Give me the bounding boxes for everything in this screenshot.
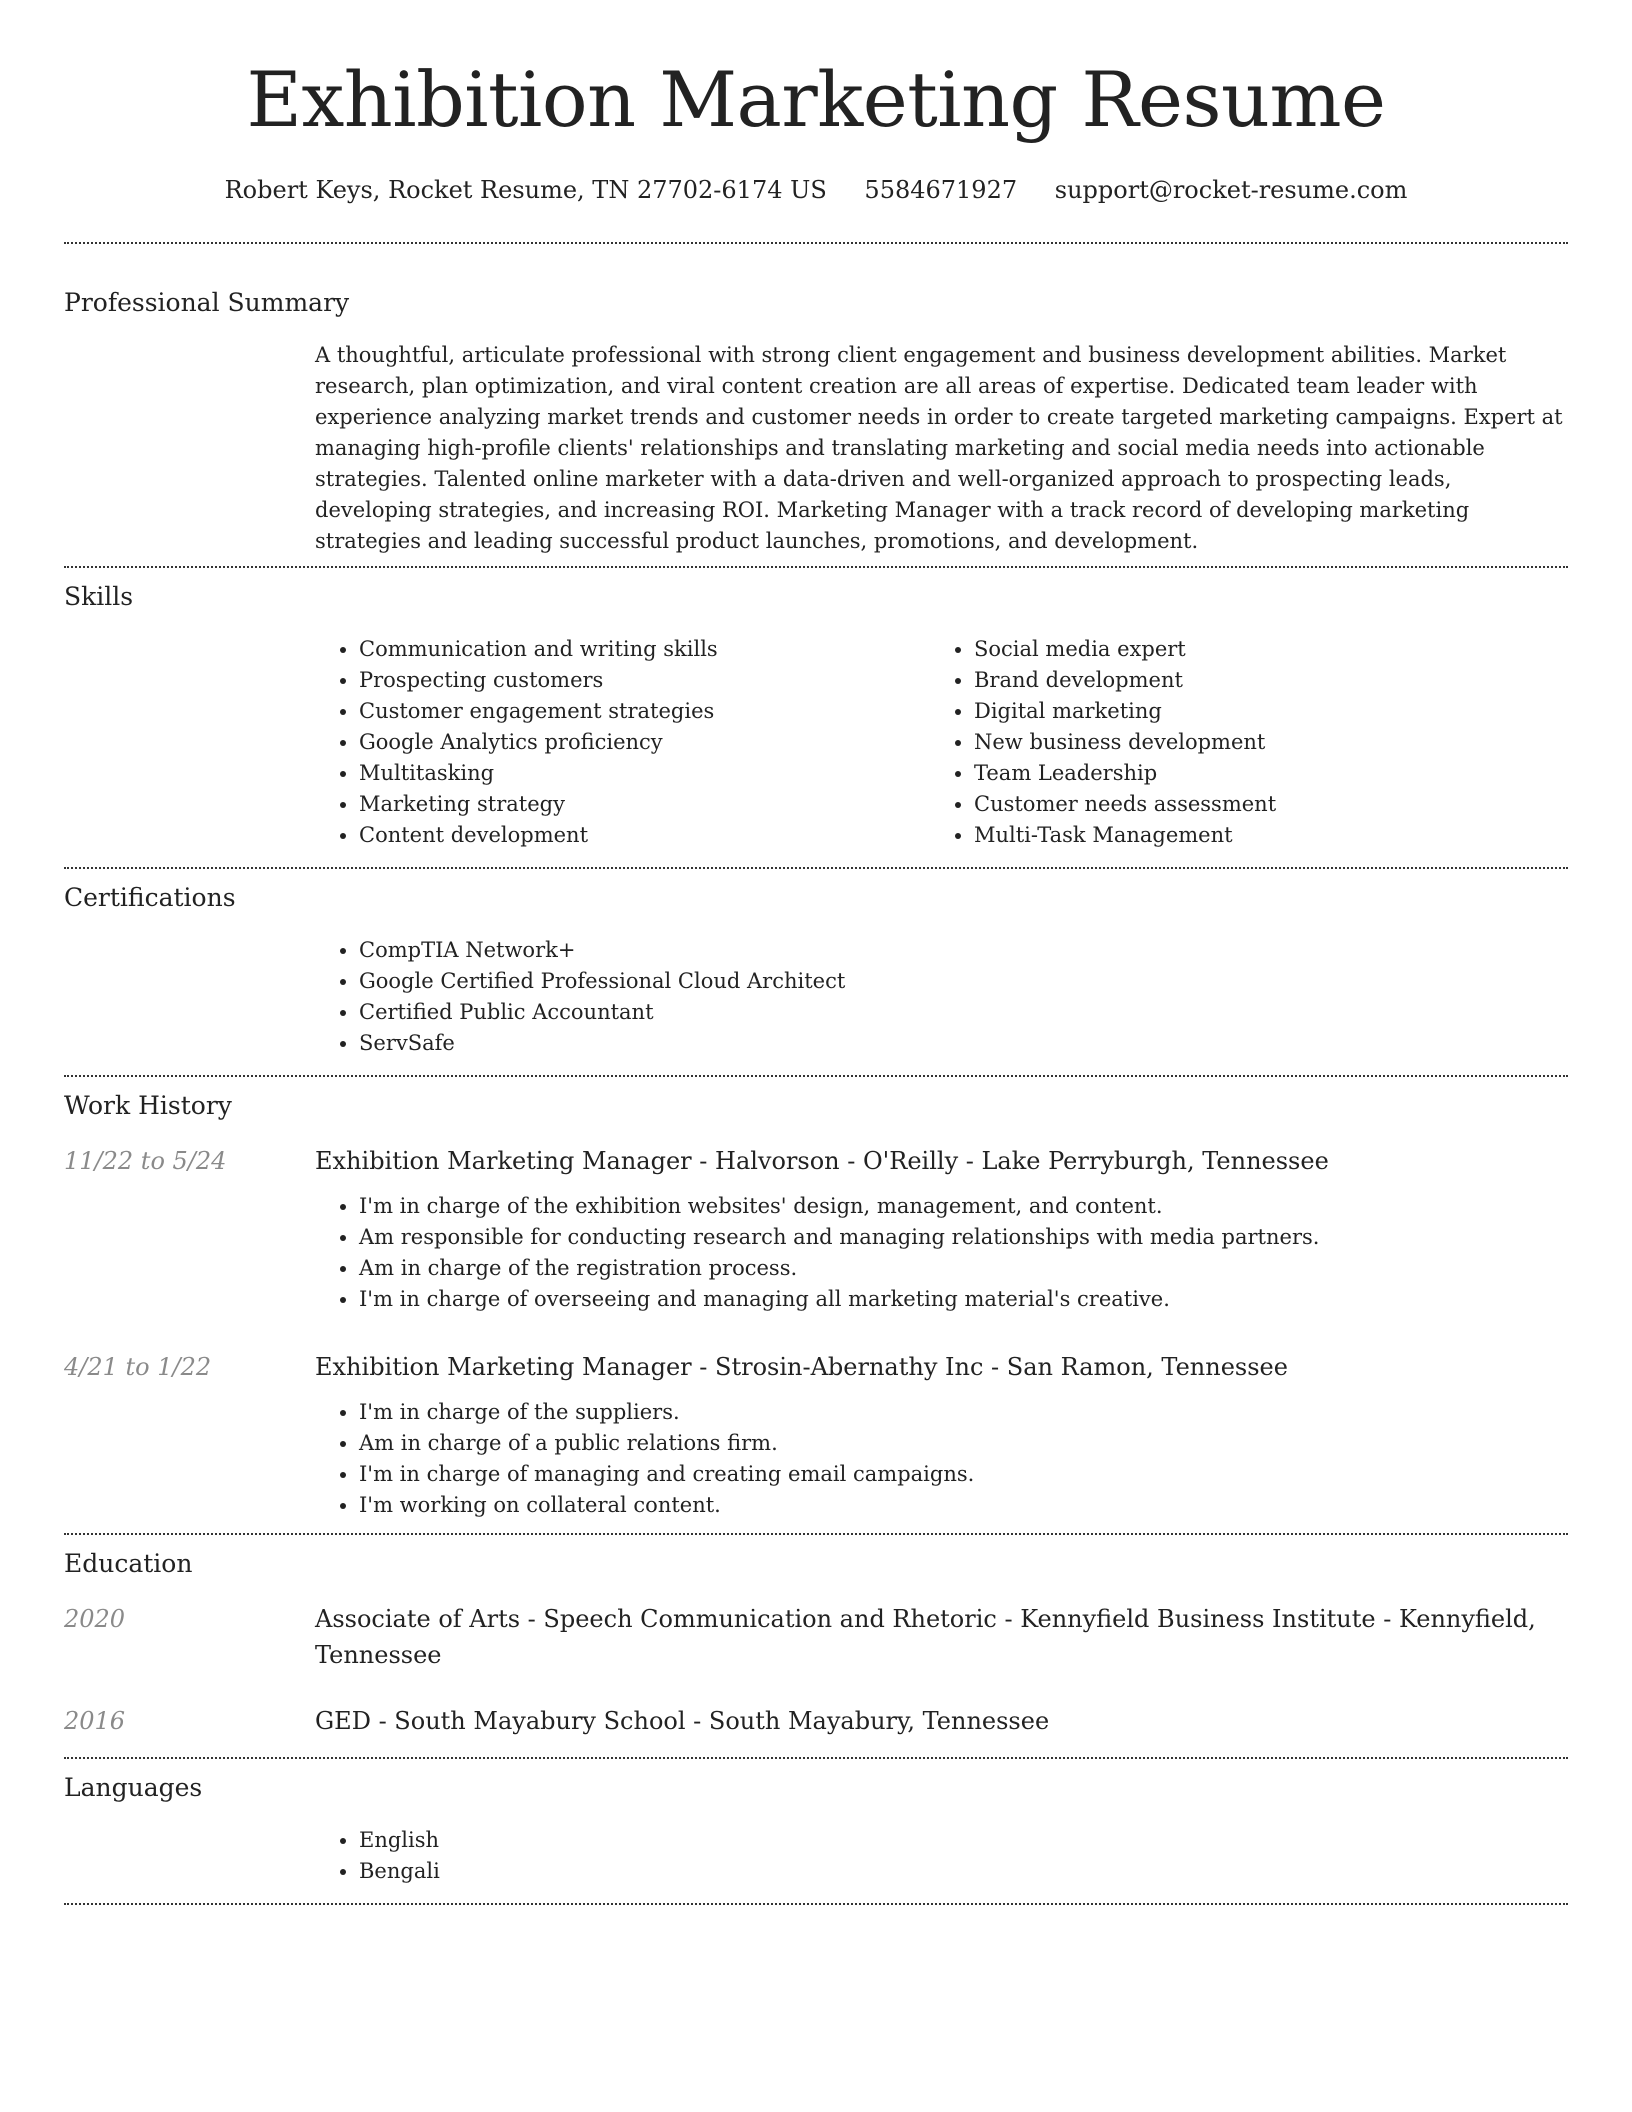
job-company: - Halvorson - O'Reilly - Lake Perryburgh, Tennessee (691, 1147, 1329, 1175)
job-bullet: • I'm in charge of overseeing and managing all marketing material's creative. (359, 1284, 1568, 1315)
skill-item: • Digital marketing (974, 696, 1545, 727)
certification-item: • Google Certified Professional Cloud Architect (359, 966, 1568, 997)
job-body (315, 1349, 1568, 1521)
skill-item: • Multitasking (359, 758, 930, 789)
resume-page (64, 0, 1568, 1905)
languages-list (315, 1825, 1568, 1887)
job-entry (64, 1143, 1568, 1315)
skill-item: • Multi-Task Management (974, 820, 1545, 851)
skill-item: • Content development (359, 820, 930, 851)
contact-phone: 5584671927 (864, 176, 1018, 204)
job-dates: 4/21 to 1/22 (64, 1353, 212, 1381)
skills-columns (315, 634, 1568, 851)
education-year: 2020 (64, 1605, 126, 1633)
work-history-section (64, 1077, 1568, 1533)
certifications-list (315, 935, 1568, 1059)
job-bullet: • I'm in charge of the suppliers. (359, 1397, 1568, 1428)
languages-heading: Languages (64, 1773, 203, 1802)
skill-item: • Google Analytics proficiency (359, 727, 930, 758)
summary-heading: Professional Summary (64, 288, 350, 317)
summary-section (64, 244, 1568, 566)
education-entry (64, 1601, 1568, 1673)
summary-text: A thoughtful, articulate professional with strong client engagement and business development abilities. Market research, plan optimization, and viral content creation are all areas of expertise. Dedicated team leader with experience analyzing market trends and customer needs in order to create targeted marketing campaigns. Expert at managing high-profile clients' relationships and translating marketing and social media needs into actionable strategies. Talented online marketer with a data-driven and well-organized approach to prospecting leads, developing strategies, and increasing ROI. Marketing Manager with a track record of developing marketing strategies and leading successful product launches, promotions, and development. (315, 343, 1563, 553)
contact-line (64, 174, 1568, 206)
education-text: Associate of Arts - Speech Communication and Rhetoric - Kennyfield Business Institute - Kennyfield, Tennessee (315, 1605, 1536, 1669)
job-bullet: • Am responsible for conducting research and managing relationships with media partners. (359, 1222, 1568, 1253)
certification-item: • ServSafe (359, 1028, 1568, 1059)
skills-column-left (315, 634, 930, 851)
education-heading: Education (64, 1549, 193, 1578)
contact-address: Robert Keys, Rocket Resume, TN 27702-6174 US (224, 176, 827, 204)
job-bullet: • I'm in charge of the exhibition websites' design, management, and content. (359, 1191, 1568, 1222)
work-history-heading: Work History (64, 1091, 232, 1120)
education-entry (64, 1703, 1568, 1739)
job-company: - Strosin-Abernathy Inc - San Ramon, Tennessee (691, 1353, 1288, 1381)
skill-item: • Social media expert (974, 634, 1545, 665)
skills-column-right (930, 634, 1545, 851)
job-role: Exhibition Marketing Manager (315, 1353, 692, 1381)
certification-item: • Certified Public Accountant (359, 997, 1568, 1028)
job-body (315, 1143, 1568, 1315)
skill-item: • Customer engagement strategies (359, 696, 930, 727)
job-bullet: • I'm in charge of managing and creating email campaigns. (359, 1459, 1568, 1490)
job-dates: 11/22 to 5/24 (64, 1147, 227, 1175)
education-text: GED - South Mayabury School - South Mayabury, Tennessee (315, 1707, 1050, 1735)
skill-item: • Communication and writing skills (359, 634, 930, 665)
contact-email: support@rocket-resume.com (1054, 176, 1408, 204)
language-item: • English (359, 1825, 1568, 1856)
job-bullet: • I'm working on collateral content. (359, 1490, 1568, 1521)
language-item: • Bengali (359, 1856, 1568, 1887)
job-header (315, 1349, 1568, 1385)
job-role: Exhibition Marketing Manager (315, 1147, 692, 1175)
skill-item: • Marketing strategy (359, 789, 930, 820)
languages-section (64, 1759, 1568, 1903)
job-entry (64, 1349, 1568, 1521)
education-year: 2016 (64, 1707, 126, 1735)
skill-item: • Customer needs assessment (974, 789, 1545, 820)
job-bullet: • Am in charge of a public relations firm. (359, 1428, 1568, 1459)
skill-item: • Prospecting customers (359, 665, 930, 696)
certification-item: • CompTIA Network+ (359, 935, 1568, 966)
skill-item: • Brand development (974, 665, 1545, 696)
certifications-heading: Certifications (64, 883, 236, 912)
section-divider (64, 1903, 1568, 1905)
job-header (315, 1143, 1568, 1179)
job-bullet: • Am in charge of the registration process. (359, 1253, 1568, 1284)
certifications-section (64, 869, 1568, 1075)
skill-item: • New business development (974, 727, 1545, 758)
skills-heading: Skills (64, 582, 134, 611)
education-section (64, 1535, 1568, 1757)
skill-item: • Team Leadership (974, 758, 1545, 789)
resume-title: Exhibition Marketing Resume (246, 55, 1386, 144)
skills-section (64, 568, 1568, 867)
